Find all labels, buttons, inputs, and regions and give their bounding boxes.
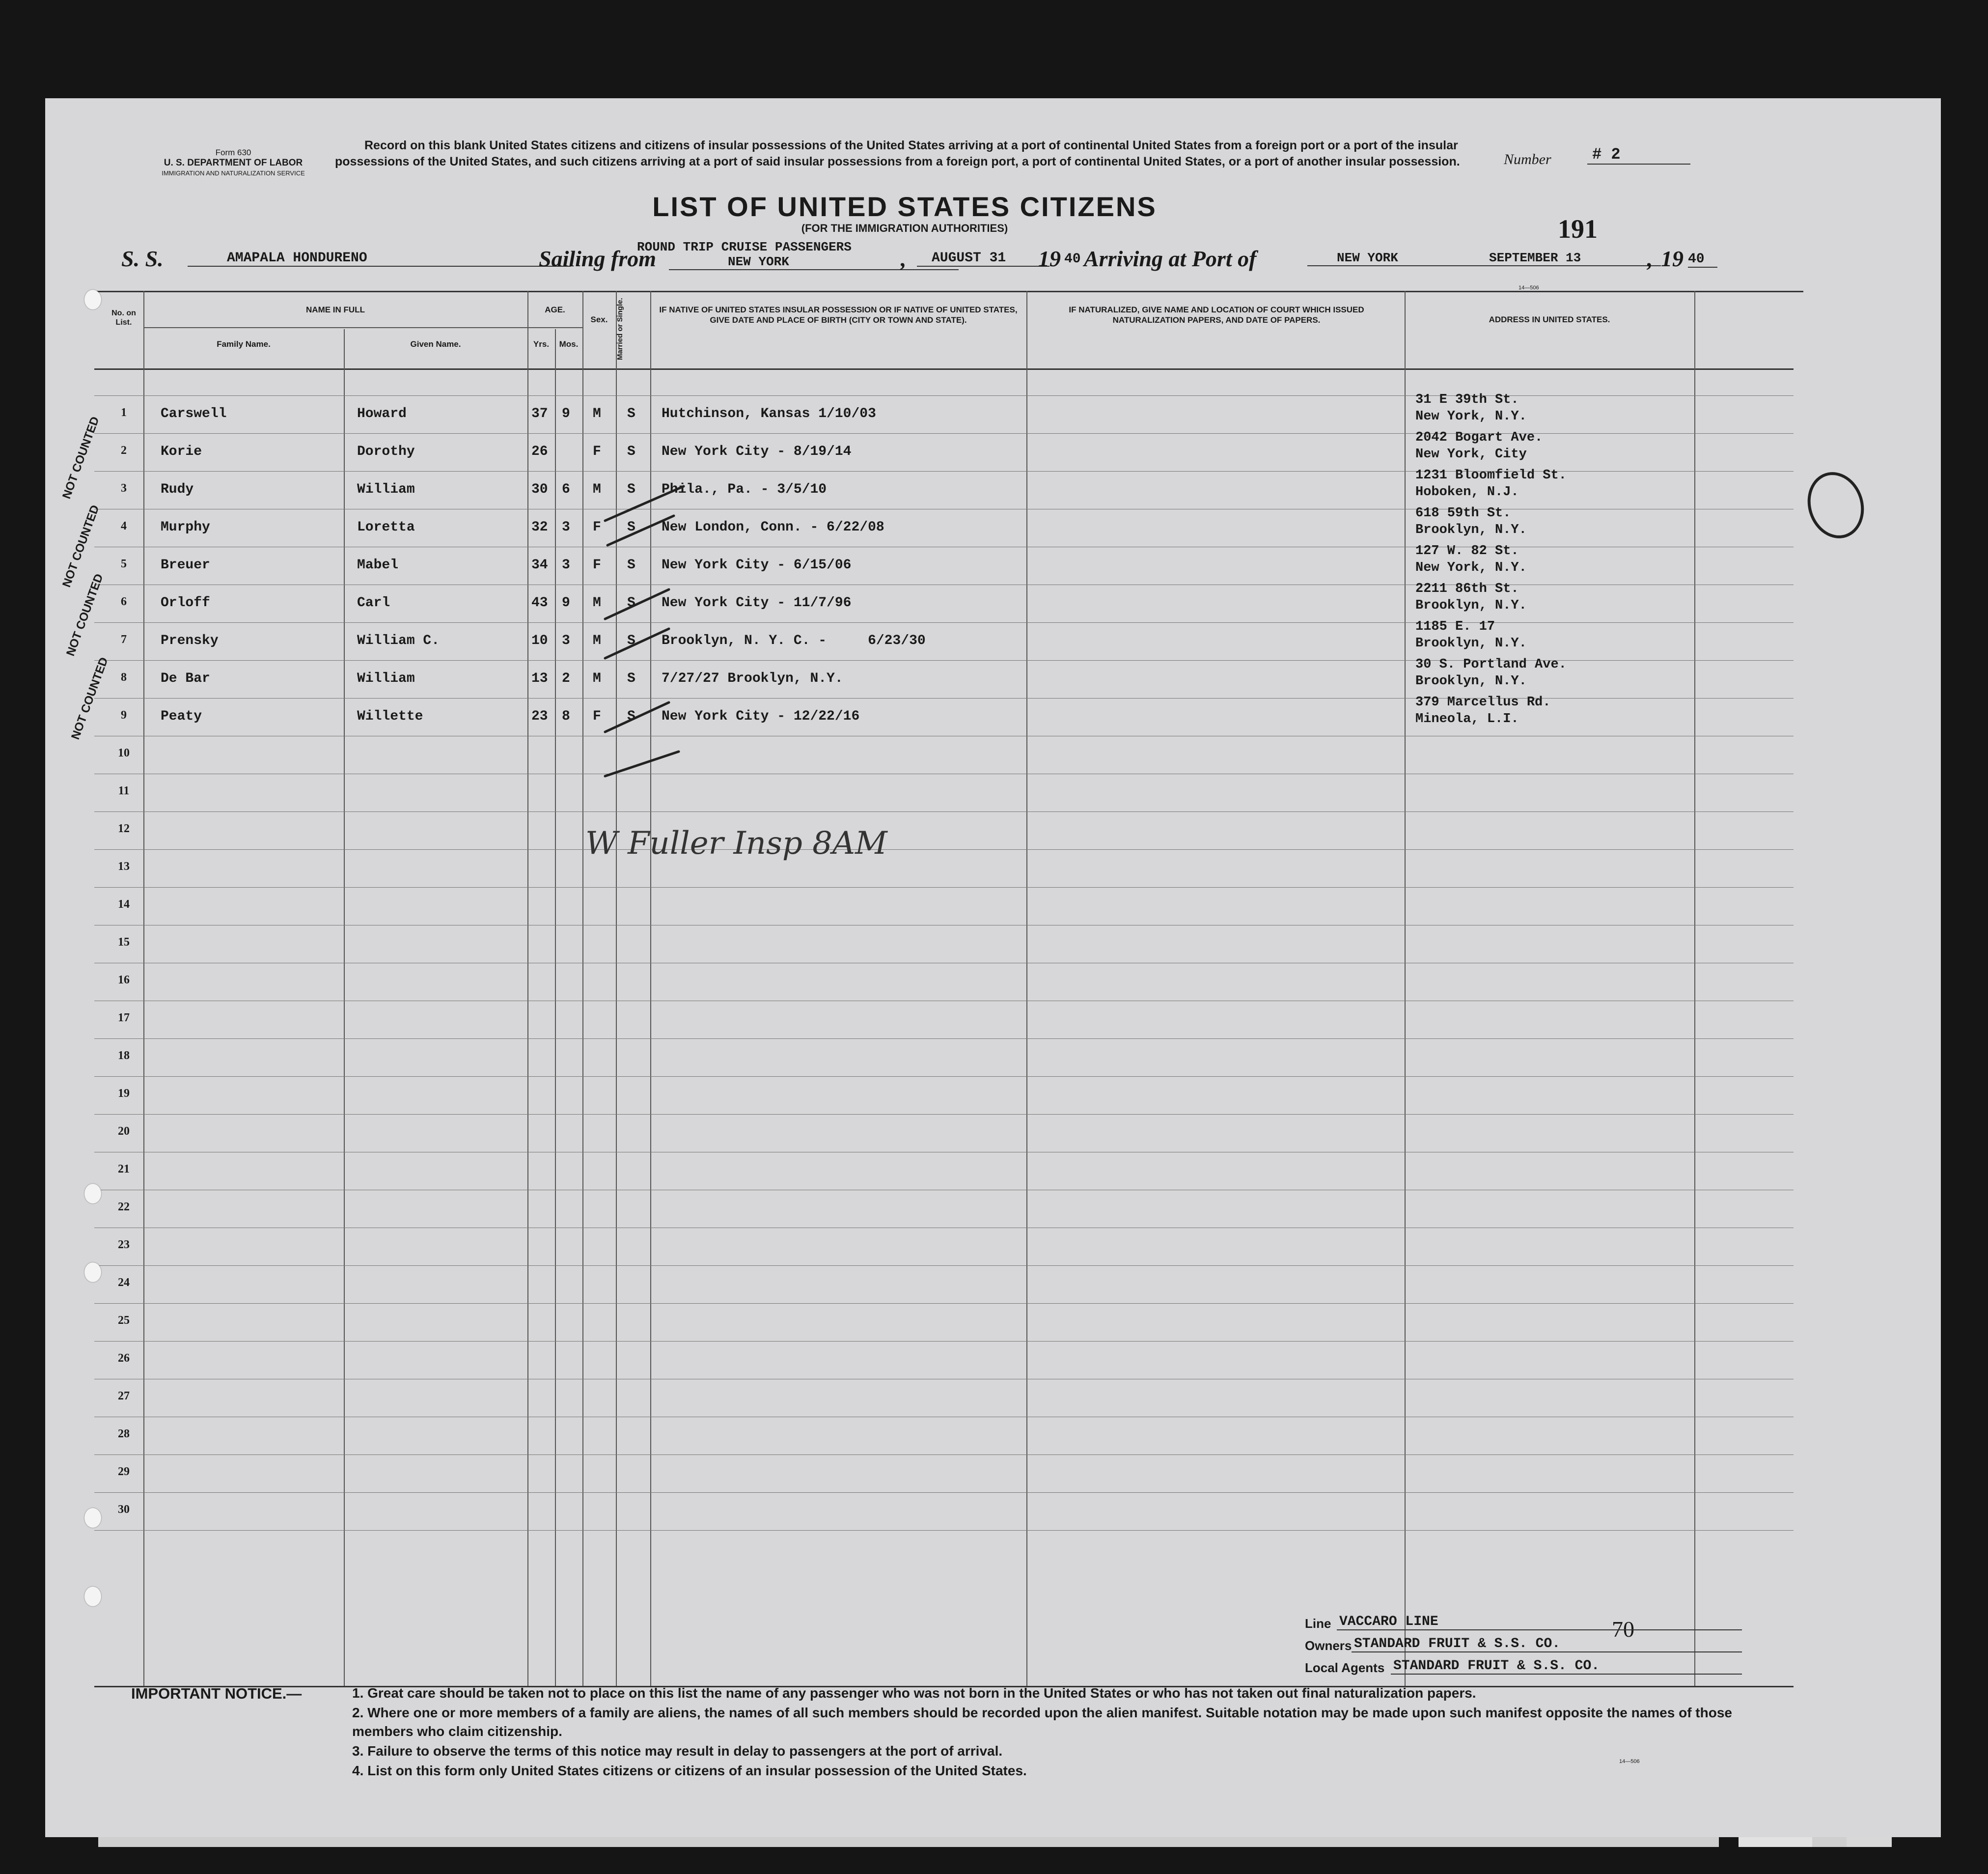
important-notice-title: IMPORTANT NOTICE.—: [131, 1685, 302, 1702]
service-name: IMMIGRATION AND NATURALIZATION SERVICE: [162, 169, 305, 177]
check-marks: [585, 349, 713, 820]
print-code: 14—506: [1519, 285, 1539, 291]
age-months: 9: [562, 406, 570, 421]
row-rule: [94, 1530, 1794, 1531]
given-name: Willette: [357, 709, 423, 724]
marital-status: S: [627, 595, 635, 611]
marital-status: S: [627, 406, 635, 421]
sex: M: [593, 633, 601, 648]
table-header-rule: [94, 368, 1794, 370]
header-notice: Record on this blank United States citizens and citizens of insular possessions of the United States arriving at a port of continental United States from a foreign port or a port of the insular possessions of the United States, and such citizens arriving at a port of said insular possessions from a foreign port, a port of continental United States, or a port of another insular possession.: [335, 139, 1460, 168]
row-rule: [94, 622, 1794, 623]
address-line-1: 618 59th St.: [1415, 506, 1511, 521]
row-number: 28: [118, 1427, 130, 1440]
notice-item: 3. Failure to observe the terms of this notice may result in delay to passengers at the port of arrival.: [352, 1743, 1003, 1759]
agents-value: STANDARD FRUIT & S.S. CO.: [1391, 1658, 1742, 1675]
col-header-name: NAME IN FULL: [306, 305, 365, 314]
row-number: 19: [118, 1087, 130, 1100]
age-months: 9: [562, 595, 570, 611]
age-years: 10: [531, 633, 548, 648]
age-group-rule: [527, 327, 582, 328]
punch-hole: [84, 1262, 101, 1282]
not-counted-stamp: NOT COUNTED: [60, 415, 102, 501]
row-number: 9: [121, 709, 127, 722]
row-rule: [94, 887, 1794, 888]
age-years: 30: [531, 482, 548, 497]
age-years: 37: [531, 406, 548, 421]
row-number: 6: [121, 595, 127, 608]
notice-item: 2. Where one or more members of a family are aliens, the names of all such members should be recorded upon the alien manifest. Suitable notation may be made upon such manifest opposite the names of those members who claim citizenship.: [352, 1705, 1732, 1739]
row-number: 13: [118, 860, 130, 873]
page-number: 70: [1612, 1617, 1634, 1642]
arrival-date: SEPTEMBER 13: [1474, 251, 1661, 266]
row-number: 15: [118, 936, 130, 949]
owners-value: STANDARD FRUIT & S.S. CO.: [1352, 1636, 1742, 1652]
sailing-year: 40: [1064, 252, 1081, 267]
family-name: Breuer: [161, 558, 210, 573]
address-line-2: Brooklyn, N.Y.: [1415, 523, 1527, 537]
page-stamp: 191: [1558, 214, 1598, 244]
row-number: 29: [118, 1465, 130, 1478]
birth-place-date: New York City - 12/22/16: [662, 709, 860, 724]
arriving-label: Arriving at Port of: [1084, 246, 1257, 271]
row-rule: [94, 1492, 1794, 1493]
address-line-2: Mineola, L.I.: [1415, 712, 1519, 727]
sailing-year-prefix: 19: [1038, 246, 1061, 271]
row-rule: [94, 1038, 1794, 1039]
col-header-no: No. on List.: [111, 309, 136, 327]
age-years: 13: [531, 671, 548, 686]
sex: F: [593, 558, 601, 573]
sailing-note: ROUND TRIP CRUISE PASSENGERS: [637, 240, 852, 254]
row-rule: [94, 811, 1794, 812]
sailing-date: AUGUST 31: [917, 251, 1049, 267]
arrival-port: NEW YORK: [1307, 251, 1499, 266]
row-rule: [94, 849, 1794, 850]
family-name: Carswell: [161, 406, 227, 421]
age-months: 8: [562, 709, 570, 724]
address-line-2: New York, N.Y.: [1415, 560, 1527, 575]
row-number: 7: [121, 633, 127, 646]
sex: F: [593, 444, 601, 459]
birth-place-date: New York City - 6/15/06: [662, 558, 852, 573]
punch-hole: [84, 290, 101, 309]
row-number: 20: [118, 1125, 130, 1138]
row-rule: [94, 1454, 1794, 1455]
row-number: 1: [121, 406, 127, 419]
agents-label: Local Agents: [1305, 1660, 1385, 1675]
marital-status: S: [627, 671, 635, 686]
punch-hole: [84, 1587, 101, 1606]
row-number: 25: [118, 1314, 130, 1327]
age-years: 34: [531, 558, 548, 573]
column-rule: [527, 291, 528, 1686]
list-number: # 2: [1587, 145, 1690, 165]
sex: F: [593, 709, 601, 724]
column-rule: [555, 329, 556, 1686]
row-number: 30: [118, 1503, 130, 1516]
row-number: 5: [121, 558, 127, 570]
marital-status: S: [627, 482, 635, 497]
given-name: William: [357, 671, 415, 686]
sex: M: [593, 482, 601, 497]
address-line-2: Brooklyn, N.Y.: [1415, 598, 1527, 613]
col-header-sex: Sex.: [590, 315, 608, 324]
address-line-2: Brooklyn, N.Y.: [1415, 674, 1527, 689]
col-header-address: ADDRESS IN UNITED STATES.: [1489, 315, 1610, 324]
column-rule: [582, 291, 583, 1686]
address-line-1: 127 W. 82 St.: [1415, 544, 1519, 559]
family-name: Peaty: [161, 709, 202, 724]
marital-status: S: [627, 709, 635, 724]
birth-place-date: New York City - 8/19/14: [662, 444, 852, 459]
birth-place-date: Phila., Pa. - 3/5/10: [662, 482, 827, 497]
line-value: VACCARO LINE: [1337, 1614, 1742, 1630]
check-stroke: [605, 702, 669, 732]
page-subtitle: (FOR THE IMMIGRATION AUTHORITIES): [801, 222, 1008, 234]
not-counted-stamp: NOT COUNTED: [64, 572, 106, 658]
print-code: 14—506: [1619, 1759, 1640, 1764]
notice-item: 1. Great care should be taken not to place on this list the name of any passenger who was not born in the United States or who has not taken out final naturalization papers.: [352, 1685, 1476, 1701]
owners-label: Owners: [1305, 1638, 1352, 1653]
sex: M: [593, 406, 601, 421]
arrival-year: 40: [1688, 252, 1717, 268]
check-stroke: [605, 589, 669, 619]
comma-separator: ,: [901, 246, 907, 271]
row-rule: [94, 1265, 1794, 1266]
marital-status: S: [627, 520, 635, 535]
ss-label: S. S.: [121, 246, 164, 271]
family-name: De Bar: [161, 671, 210, 686]
row-number: 14: [118, 898, 130, 911]
col-header-family: Family Name.: [217, 339, 271, 349]
row-number: 21: [118, 1163, 130, 1175]
column-rule: [1405, 291, 1406, 1686]
address-line-2: New York, City: [1415, 447, 1527, 462]
form-number: Form 630: [215, 148, 251, 157]
col-header-birth: IF NATIVE OF UNITED STATES INSULAR POSSESSION OR IF NATIVE OF UNITED STATES, GIVE DATE AND PLACE OF BIRTH (CITY OR TOWN AND STATE).: [659, 305, 1018, 325]
row-number: 17: [118, 1011, 130, 1024]
age-months: 3: [562, 633, 570, 648]
row-number: 2: [121, 444, 127, 457]
col-header-yrs: Yrs.: [533, 339, 550, 349]
col-header-given: Given Name.: [410, 339, 461, 349]
row-number: 27: [118, 1390, 130, 1402]
column-rule: [1026, 291, 1027, 1686]
family-name: Murphy: [161, 520, 210, 535]
check-stroke: [607, 516, 674, 545]
notice-item: 4. List on this form only United States citizens or citizens of an insular possession of the United States.: [352, 1763, 1027, 1778]
inspector-note: W Fuller Insp 8AM: [585, 825, 887, 862]
address-line-2: Brooklyn, N.Y.: [1415, 636, 1527, 651]
line-label: Line: [1305, 1616, 1331, 1631]
marital-status: S: [627, 633, 635, 648]
family-name: Prensky: [161, 633, 219, 648]
punch-hole: [84, 1508, 101, 1528]
sailing-from-label: Sailing from: [539, 246, 657, 271]
age-years: 23: [531, 709, 548, 724]
sex: M: [593, 595, 601, 611]
age-years: 32: [531, 520, 548, 535]
ship-name: AMAPALA HONDURENO: [188, 251, 571, 267]
not-counted-stamp: NOT COUNTED: [69, 655, 111, 742]
row-number: 4: [121, 520, 127, 532]
marital-status: S: [627, 558, 635, 573]
sex: M: [593, 671, 601, 686]
col-header-mos: Mos.: [559, 339, 579, 349]
age-years: 43: [531, 595, 548, 611]
sailing-port: NEW YORK: [669, 254, 959, 270]
row-number: 8: [121, 671, 127, 684]
address-line-1: 2211 86th St.: [1415, 582, 1519, 596]
given-name: William C.: [357, 633, 440, 648]
age-months: 3: [562, 520, 570, 535]
row-number: 24: [118, 1276, 130, 1289]
form-id-block: [128, 147, 339, 178]
sex: F: [593, 520, 601, 535]
not-counted-stamp: NOT COUNTED: [60, 503, 102, 589]
birth-place-date: Hutchinson, Kansas 1/10/03: [662, 406, 876, 421]
department-name: U. S. DEPARTMENT OF LABOR: [164, 158, 303, 168]
row-number: 12: [118, 822, 130, 835]
row-number: 18: [118, 1049, 130, 1062]
page-title: LIST OF UNITED STATES CITIZENS: [652, 191, 1157, 222]
address-line-2: New York, N.Y.: [1415, 409, 1527, 424]
birth-place-date: 7/27/27 Brooklyn, N.Y.: [662, 671, 843, 686]
family-name: Korie: [161, 444, 202, 459]
row-rule: [94, 1114, 1794, 1115]
marital-status: S: [627, 444, 635, 459]
age-months: 2: [562, 671, 570, 686]
birth-place-date: New London, Conn. - 6/22/08: [662, 520, 884, 535]
row-rule: [94, 1341, 1794, 1342]
address-line-1: 31 E 39th St.: [1415, 392, 1519, 407]
row-rule: [94, 1076, 1794, 1077]
address-line-2: Hoboken, N.J.: [1415, 485, 1519, 500]
number-label: Number: [1504, 151, 1551, 168]
row-number: 23: [118, 1238, 130, 1251]
age-months: 3: [562, 558, 570, 573]
row-number: 16: [118, 974, 130, 986]
column-rule: [1694, 291, 1695, 1686]
circle-mark: [1799, 465, 1873, 546]
address-line-1: 379 Marcellus Rd.: [1415, 695, 1551, 710]
address-line-1: 2042 Bogart Ave.: [1415, 430, 1543, 445]
address-line-1: 1185 E. 17: [1415, 619, 1495, 634]
row-number: 11: [118, 784, 130, 797]
arrival-year-prefix: 19: [1661, 246, 1684, 271]
row-number: 10: [118, 747, 130, 759]
check-stroke: [605, 629, 669, 658]
age-months: 6: [562, 482, 570, 497]
given-name: Loretta: [357, 520, 415, 535]
row-number: 22: [118, 1201, 130, 1213]
column-rule: [344, 329, 345, 1686]
name-group-rule: [143, 327, 527, 328]
given-name: Howard: [357, 406, 407, 421]
given-name: Dorothy: [357, 444, 415, 459]
punch-hole: [84, 1184, 101, 1203]
row-number: 3: [121, 482, 127, 495]
comma-separator: ,: [1647, 246, 1653, 271]
row-number: 26: [118, 1352, 130, 1365]
age-years: 26: [531, 444, 548, 459]
row-rule: [94, 395, 1794, 396]
table-top-rule: [89, 291, 1803, 292]
check-stroke: [605, 752, 679, 776]
birth-place-date: Brooklyn, N. Y. C. - 6/23/30: [662, 633, 926, 648]
address-line-1: 1231 Bloomfield St.: [1415, 468, 1567, 483]
col-header-naturalized: IF NATURALIZED, GIVE NAME AND LOCATION OF COURT WHICH ISSUED NATURALIZATION PAPERS, AND DATE OF PAPERS.: [1069, 305, 1364, 325]
birth-place-date: New York City - 11/7/96: [662, 595, 852, 611]
column-rule: [143, 291, 144, 1686]
family-name: Orloff: [161, 595, 210, 611]
manifest-sheet: [45, 98, 1941, 1837]
given-name: Carl: [357, 595, 390, 611]
given-name: William: [357, 482, 415, 497]
family-name: Rudy: [161, 482, 194, 497]
col-header-married: Married or Single.: [616, 298, 624, 361]
address-line-1: 30 S. Portland Ave.: [1415, 657, 1567, 672]
row-rule: [94, 1303, 1794, 1304]
col-header-age: AGE.: [545, 305, 565, 314]
given-name: Mabel: [357, 558, 399, 573]
